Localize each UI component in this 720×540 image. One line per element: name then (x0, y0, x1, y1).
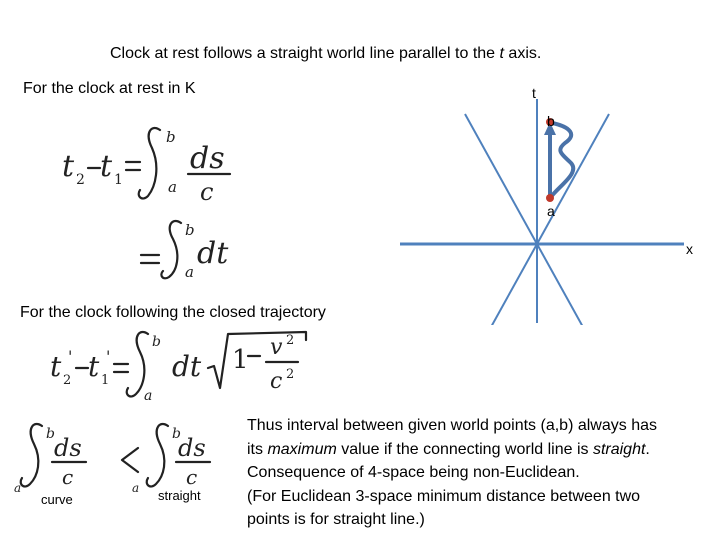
svg-text:c: c (186, 465, 198, 489)
point-a-label: a (547, 203, 555, 219)
svg-text:1: 1 (232, 345, 249, 375)
point-b-label: b (547, 113, 555, 129)
svg-text:t: t (62, 149, 75, 184)
svg-text:': ' (68, 347, 73, 366)
point-a-marker (546, 194, 554, 202)
conclusion-line-1: Thus interval between given world points (a,b) always has (247, 417, 657, 434)
svg-text:dt: dt (197, 236, 229, 271)
svg-text:2: 2 (286, 333, 295, 348)
svg-text:ds: ds (178, 434, 206, 462)
spacetime-diagram (395, 85, 705, 325)
svg-text:a: a (132, 481, 140, 495)
conclusion-line-4: (For Euclidean 3-space minimum distance between two (247, 487, 641, 505)
closed-trajectory-heading: For the clock following the closed trajectory (20, 304, 326, 321)
rest-proper-time-formula (60, 118, 250, 208)
svg-text:b: b (172, 426, 181, 442)
x-axis-label: x (686, 241, 693, 257)
rest-clock-heading: For the clock at rest in K (23, 80, 196, 97)
slide-title (110, 43, 541, 65)
svg-text:t: t (88, 350, 100, 383)
svg-text:b: b (46, 426, 55, 442)
svg-text:a: a (144, 388, 153, 404)
svg-text:t: t (50, 350, 62, 383)
svg-text:a: a (168, 178, 177, 196)
svg-text:ds: ds (190, 141, 225, 176)
svg-text:2: 2 (76, 172, 85, 188)
svg-text:a: a (14, 481, 22, 495)
conclusion-line-5: points is for straight line.) (247, 511, 425, 528)
svg-text:b: b (152, 334, 161, 350)
conclusion-line-3: Consequence of 4-space being non-Euclidean. (247, 464, 580, 481)
title-t-var: t (499, 45, 504, 62)
interval-inequality (8, 418, 218, 498)
svg-text:c: c (270, 369, 283, 394)
svg-text:dt: dt (172, 350, 202, 383)
svg-text:t: t (100, 149, 113, 184)
svg-text:c: c (200, 178, 214, 206)
svg-text:': ' (106, 347, 111, 366)
rest-dt-formula (135, 215, 245, 285)
t-axis-label: t (532, 85, 536, 101)
conclusion-text (247, 414, 657, 532)
title-prefix: Clock at rest follows a straight world line parallel to the (110, 45, 500, 62)
emphasis-maximum: maximum (267, 440, 337, 458)
svg-text:1: 1 (101, 373, 110, 388)
title-suffix: axis. (503, 45, 542, 62)
svg-text:a: a (185, 263, 194, 281)
conclusion-line-2: its maximum value if the connecting world line is straight. (247, 440, 650, 458)
svg-text:2: 2 (286, 367, 295, 382)
moving-proper-time-formula (48, 326, 318, 406)
emphasis-straight: straight (592, 440, 646, 458)
curve-label: curve (41, 492, 73, 507)
straight-label: straight (158, 488, 201, 503)
svg-text:b: b (166, 128, 176, 146)
svg-text:v: v (270, 335, 283, 360)
svg-text:ds: ds (54, 434, 82, 462)
svg-text:2: 2 (63, 373, 72, 388)
svg-text:b: b (185, 221, 195, 239)
svg-text:1: 1 (114, 172, 123, 188)
svg-text:c: c (62, 465, 74, 489)
